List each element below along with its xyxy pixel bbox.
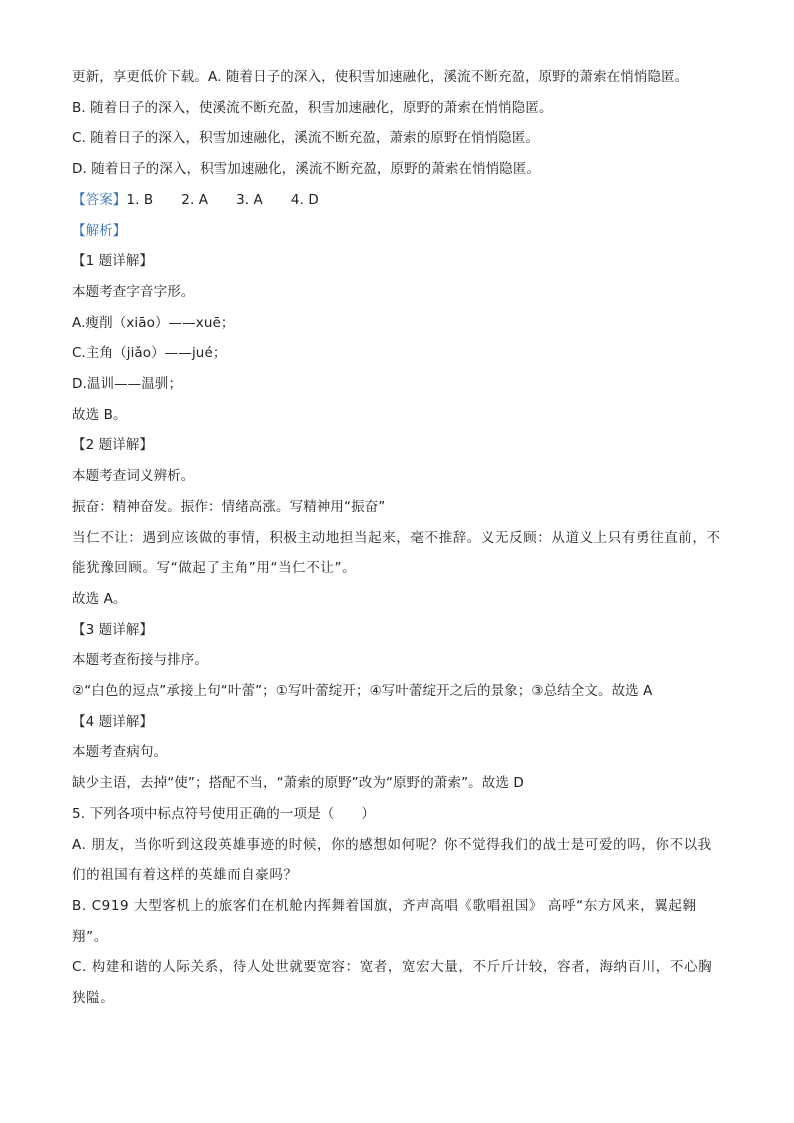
text-line: 本题考查衔接与排序。	[72, 652, 208, 669]
text-line: 本题考查病句。	[72, 744, 168, 761]
text-line: A.瘦削（xiāo）——xuē；	[72, 314, 235, 331]
option-d-line: D. 随着日子的深入，积雪加速融化，溪流不断充盈，原野的萧索在悄悄隐匿。	[72, 161, 541, 178]
question-5-option-b: B. C919 大型客机上的旅客们在机舱内挥舞着国旗，齐声高唱《歌唱祖国》 高呼“东方风来，翼起翱翔”。	[72, 897, 697, 945]
answer-item: 2. A	[181, 191, 209, 208]
text-line: D.温训——温驯；	[72, 376, 183, 393]
text-line: ②“白色的逗点”承接上句“叶蕾”；①写叶蕾绽开；④写叶蕾绽开之后的景象；③总结全文。故选 A	[72, 683, 653, 700]
answer-label: 【答案】	[72, 191, 127, 208]
text-line: C.主角（jiǎo）——jué；	[72, 345, 227, 362]
text-paragraph: 当仁不让：遇到应该做的事情，积极主动地担当起来，毫不推辞。义无反顾：从道义上只有勇往直前，不能犹豫回顾。写“做起了主角”用“当仁不让”。	[72, 529, 721, 577]
text-line: 更新，享更低价下载。A. 随着日子的深入，使积雪加速融化，溪流不断充盈，原野的萧索在悄悄隐匿。	[72, 69, 689, 85]
section-heading-3: 【3 题详解】	[72, 621, 154, 638]
question-5-option-a: A. 朋友，当你听到这段英雄事迹的时候，你的感想如何呢？你不觉得我们的战士是可爱的吗，你不以我们的祖国有着这样的英雄而自豪吗？	[72, 836, 712, 884]
question-5-stem: 5. 下列各项中标点符号使用正确的一项是（ ）	[72, 805, 376, 822]
text-line: 振奋：精神奋发。振作：情绪高涨。写精神用“振奋”	[72, 498, 386, 515]
text-line: 本题考查词义辨析。	[72, 468, 195, 485]
option-b-line: B. 随着日子的深入，使溪流不断充盈，积雪加速融化，原野的萧索在悄悄隐匿。	[72, 99, 553, 116]
answer-line	[72, 185, 722, 216]
text-line: 故选 A。	[72, 590, 127, 607]
option-c-line: C. 随着日子的深入，积雪加速融化，溪流不断充盈，萧索的原野在悄悄隐匿。	[72, 130, 540, 147]
question-5-option-c: C. 构建和谐的人际关系，待人处世就要宽容：宽者，宽宏大量，不斤斤计较，容者，海纳百川，不心胸狭隘。	[72, 959, 713, 1007]
document-content	[72, 62, 722, 1014]
section-heading-4: 【4 题详解】	[72, 713, 154, 730]
answer-item: 1. B	[126, 191, 154, 208]
text-line: 本题考查字音字形。	[72, 283, 195, 300]
answer-item: 4. D	[290, 191, 319, 208]
section-heading-1: 【1 题详解】	[72, 253, 154, 270]
answer-item: 3. A	[236, 191, 263, 208]
section-heading-2: 【2 题详解】	[72, 437, 154, 454]
text-line: 故选 B。	[72, 406, 127, 423]
text-line: 缺少主语，去掉“使”；搭配不当，“萧索的原野”改为“原野的萧索”。故选 D	[72, 775, 524, 792]
analysis-label: 【解析】	[72, 222, 127, 239]
